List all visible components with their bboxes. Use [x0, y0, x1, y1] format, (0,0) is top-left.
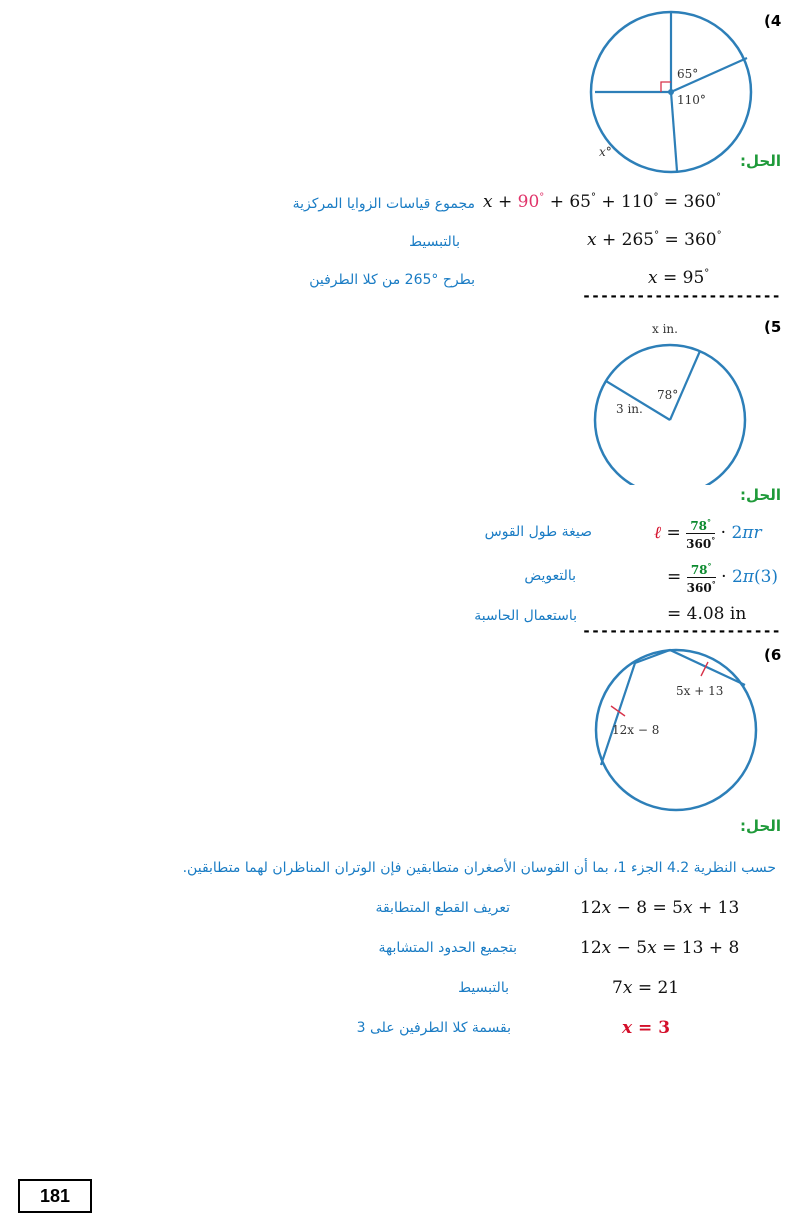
page-number: 181	[18, 1179, 92, 1213]
problem-5-equation-1: ℓ = $\frac{78^\circ}{360^\circ}$ · 2πr	[654, 517, 762, 551]
problem-6-reason-2: بتجميع الحدود المتشابهة	[378, 940, 517, 956]
arc-length-label: x in.	[652, 322, 678, 336]
problem-4-reason-3: بطرح °265 من كلا الطرفين	[309, 272, 475, 288]
left-chord-label: 12x − 8	[612, 723, 660, 737]
problem-6-equation-1: 12x − 8 = 5x + 13	[580, 898, 740, 918]
problem-4-reason-1: مجموع قياسات الزوايا المركزية	[292, 196, 475, 212]
problem-5-solution-label: الحل:	[740, 486, 781, 504]
radius-label: 3 in.	[616, 402, 643, 416]
angle-x-label: x°	[599, 145, 612, 159]
problem-5-number: (5	[764, 318, 782, 336]
problem-6-equation-2: 12x − 5x = 13 + 8	[580, 938, 740, 958]
problem-4-equation-2: x + 265° = 360°	[587, 230, 722, 250]
problem-4-solution-label: الحل:	[740, 152, 781, 170]
problem-6-number: (6	[764, 646, 782, 664]
problem-5-reason-2: بالتعويض	[524, 568, 576, 584]
problem-5-reason-1: صيغة طول القوس	[484, 524, 592, 540]
angle-65-label: 65°	[677, 67, 699, 81]
problem-6-reason-3: بالتبسيط	[458, 980, 509, 996]
problem-4-equation-3: x = 95°	[648, 268, 710, 288]
separator-2: ----------------------	[582, 622, 781, 640]
right-chord-label: 5x + 13	[676, 684, 724, 698]
problem-5-equation-3: = 4.08 in	[667, 604, 747, 624]
problem-4-equation-1: x + 90° + 65° + 110° = 360°	[483, 192, 721, 212]
problem-6-final-answer: x = 3	[622, 1018, 671, 1038]
problem-6-theorem-text: حسب النظرية 4.2 الجزء 1، بما أن القوسان الأصغران متطابقين فإن الوتران المناظران لهما متطابقين.	[182, 860, 776, 876]
angle-110-label: 110°	[677, 93, 706, 107]
problem-5-equation-2: = $\frac{78^\circ}{360^\circ}$ · 2π(3)	[667, 561, 779, 595]
problem-6-reason-4: بقسمة كلا الطرفين على 3	[356, 1020, 511, 1036]
problem-6-circle-diagram	[588, 630, 763, 820]
problem-6-solution-label: الحل:	[740, 817, 781, 835]
separator-1: ----------------------	[582, 287, 781, 305]
problem-6-equation-3: 7x = 21	[612, 978, 680, 998]
problem-5-circle-diagram	[582, 305, 762, 485]
problem-4-number: (4	[764, 12, 782, 30]
central-angle-label: 78°	[657, 388, 679, 402]
problem-6-reason-1: تعريف القطع المتطابقة	[375, 900, 510, 916]
problem-4-circle-diagram	[585, 8, 765, 180]
problem-4-reason-2: بالتبسيط	[409, 234, 460, 250]
problem-5-reason-3: باستعمال الحاسبة	[474, 608, 577, 624]
